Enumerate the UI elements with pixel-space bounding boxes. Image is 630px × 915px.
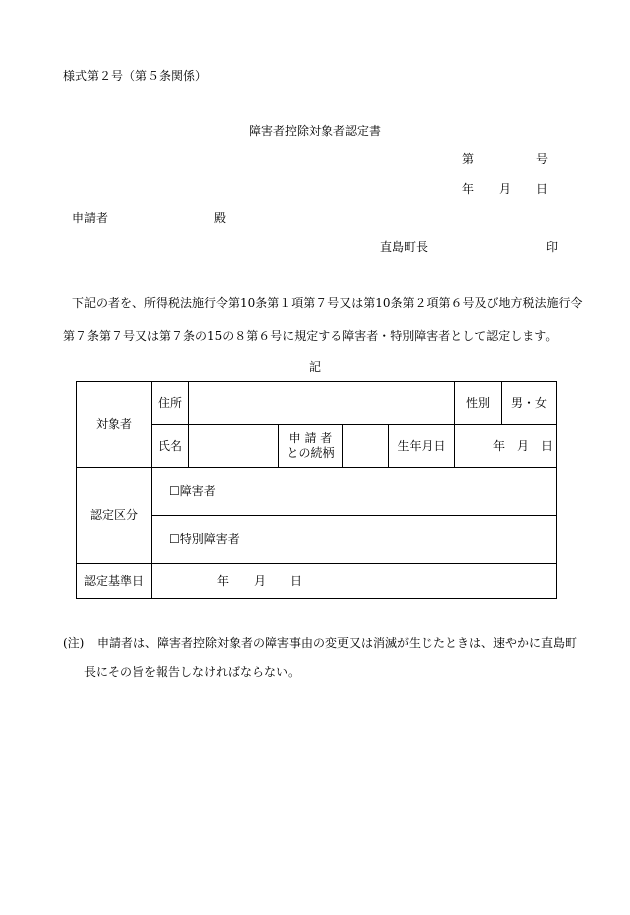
birth-label-cell	[389, 425, 455, 468]
base-date-year: 年	[217, 574, 230, 588]
birth-year: 年	[493, 439, 506, 453]
note-label: (注)	[63, 636, 85, 650]
category-label-cell	[77, 468, 152, 564]
doc-number-prefix: 第	[462, 152, 475, 166]
category-option-disabled[interactable]	[152, 468, 557, 516]
doc-number-suffix: 号	[536, 152, 549, 166]
name-value[interactable]	[189, 425, 279, 468]
ki-heading: 記	[308, 360, 321, 374]
date-year: 年	[462, 182, 475, 196]
relation-value[interactable]	[343, 425, 389, 468]
base-date-cell[interactable]	[152, 564, 557, 599]
base-date-label: 認定基準日	[83, 573, 144, 588]
date-day: 日	[536, 182, 549, 196]
category-option-2: ☐特別障害者	[169, 532, 240, 546]
seal-mark: 印	[546, 240, 559, 254]
relation-label-cell	[279, 425, 343, 468]
applicant-label: 申請者	[72, 211, 109, 225]
relation-label-line-2: との続柄	[286, 446, 335, 460]
subject-label: 対象者	[95, 417, 132, 431]
sex-label: 性別	[465, 395, 490, 410]
applicant-honorific: 殿	[214, 211, 227, 225]
form-number: 様式第２号（第５条関係）	[63, 69, 208, 83]
note-line-2: 長にその旨を報告しなければならない。	[84, 665, 301, 679]
body-text-line-1: 下記の者を、所得税法施行令第10条第１項第７号又は第10条第２項第６号及び地方税法施行令	[72, 296, 583, 310]
birth-date-cell[interactable]	[455, 425, 557, 468]
address-label-cell	[152, 382, 189, 425]
subject-label-cell	[77, 382, 152, 468]
sex-options-cell[interactable]	[502, 382, 557, 425]
birth-day: 日	[541, 439, 554, 453]
issuer-name: 直島町長	[380, 240, 429, 254]
certificate-table	[76, 381, 557, 599]
date-month: 月	[499, 182, 512, 196]
base-date-month: 月	[254, 574, 267, 588]
sex-label-cell	[455, 382, 502, 425]
address-value[interactable]	[189, 382, 455, 425]
base-date-label-cell	[77, 564, 152, 599]
name-label: 氏名	[157, 438, 182, 453]
relation-label-line-1: 申 請 者	[288, 431, 333, 445]
name-label-cell	[152, 425, 189, 468]
birth-label: 生年月日	[397, 438, 446, 453]
note-line-1: 申請者は、障害者控除対象者の障害事由の変更又は消滅が生じたときは、速やかに直島町	[97, 636, 578, 650]
body-text-line-2: 第７条第７号又は第７条の15の８第６号に規定する障害者・特別障害者として認定します。	[63, 329, 558, 343]
document-title: 障害者控除対象者認定書	[248, 124, 381, 138]
base-date-day: 日	[290, 574, 303, 588]
category-label: 認定区分	[89, 508, 138, 522]
sex-options: 男・女	[510, 395, 547, 410]
category-option-special[interactable]	[152, 516, 557, 564]
address-label: 住所	[157, 395, 182, 410]
birth-month: 月	[517, 439, 530, 453]
category-option-1: ☐障害者	[169, 484, 216, 498]
